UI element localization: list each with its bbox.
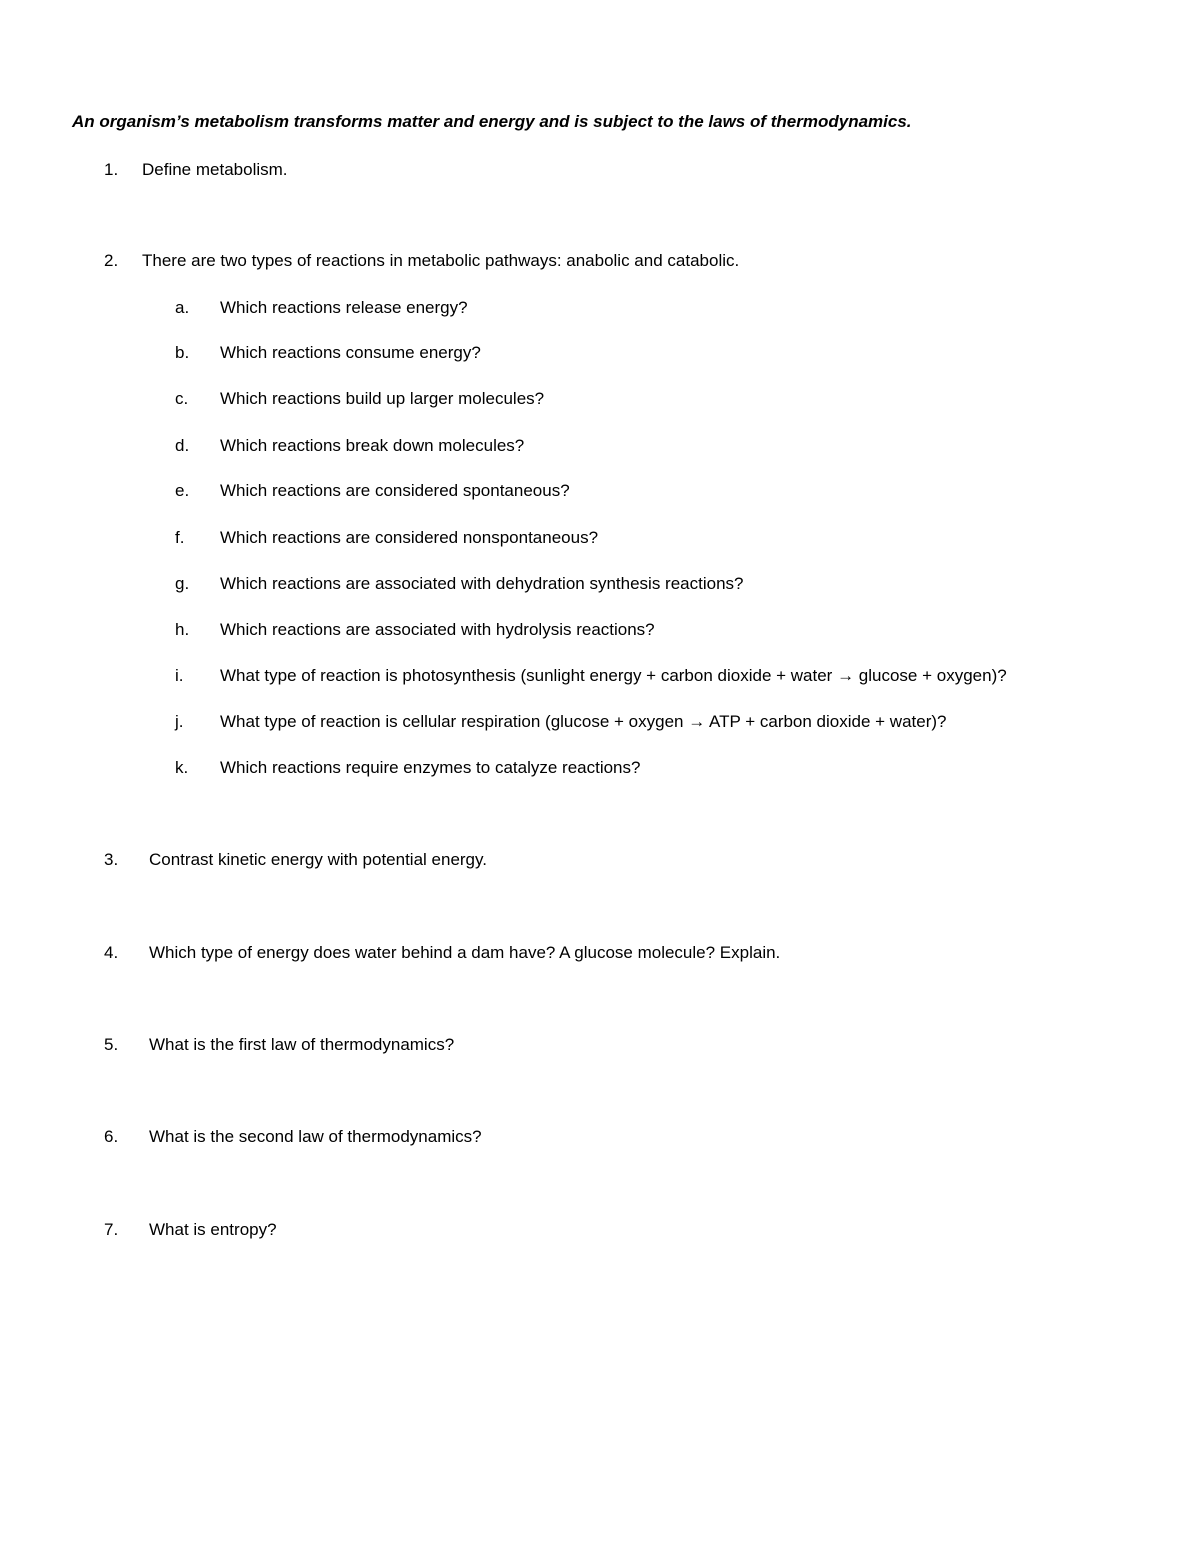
question-number: 5. bbox=[104, 1035, 119, 1054]
question-number: 2. bbox=[104, 251, 119, 270]
subquestion-letter: d. bbox=[175, 436, 190, 455]
subquestion-text: Which reactions are considered nonspontaneous? bbox=[220, 528, 599, 547]
subquestion-text: Which reactions consume energy? bbox=[220, 343, 481, 362]
subquestion-letter: g. bbox=[175, 574, 190, 593]
question-text: What is entropy? bbox=[149, 1220, 277, 1239]
subquestion-letter: f. bbox=[175, 528, 185, 547]
subquestion-text: Which reactions build up larger molecules? bbox=[220, 389, 545, 408]
subquestion-letter: i. bbox=[175, 666, 184, 685]
subquestion-text: Which reactions release energy? bbox=[220, 298, 468, 317]
question-number: 3. bbox=[104, 850, 119, 869]
subquestion-text: Which reactions are associated with hydrolysis reactions? bbox=[220, 620, 655, 639]
question-number: 6. bbox=[104, 1127, 119, 1146]
question-text: What is the first law of thermodynamics? bbox=[149, 1035, 455, 1054]
subquestion-letter: a. bbox=[175, 298, 190, 317]
question-number: 4. bbox=[104, 943, 119, 962]
subquestion-text: What type of reaction is photosynthesis (sunlight energy + carbon dioxide + water → glucose + oxygen)? bbox=[220, 666, 1007, 685]
question-text: There are two types of reactions in metabolic pathways: anabolic and catabolic. bbox=[142, 251, 740, 270]
subquestion-text: Which reactions are considered spontaneous? bbox=[220, 481, 570, 500]
question-text: What is the second law of thermodynamics? bbox=[149, 1127, 482, 1146]
section-heading: An organism’s metabolism transforms matter and energy and is subject to the laws of thermodynamics. bbox=[72, 112, 912, 131]
subquestion-text: Which reactions break down molecules? bbox=[220, 436, 525, 455]
subquestion-letter: e. bbox=[175, 481, 190, 500]
subquestion-letter: k. bbox=[175, 758, 189, 777]
subquestion-letter: b. bbox=[175, 343, 190, 362]
question-number: 7. bbox=[104, 1220, 119, 1239]
subquestion-text: Which reactions require enzymes to catalyze reactions? bbox=[220, 758, 641, 777]
question-text: Define metabolism. bbox=[142, 160, 288, 179]
question-text: Contrast kinetic energy with potential energy. bbox=[149, 850, 487, 869]
subquestion-letter: c. bbox=[175, 389, 189, 408]
subquestion-letter: j. bbox=[175, 712, 184, 731]
subquestion-letter: h. bbox=[175, 620, 190, 639]
question-number: 1. bbox=[104, 160, 119, 179]
question-text: Which type of energy does water behind a dam have? A glucose molecule? Explain. bbox=[149, 943, 781, 962]
subquestion-text: Which reactions are associated with dehydration synthesis reactions? bbox=[220, 574, 744, 593]
subquestion-text: What type of reaction is cellular respiration (glucose + oxygen → ATP + carbon dioxide + water)? bbox=[220, 712, 947, 731]
